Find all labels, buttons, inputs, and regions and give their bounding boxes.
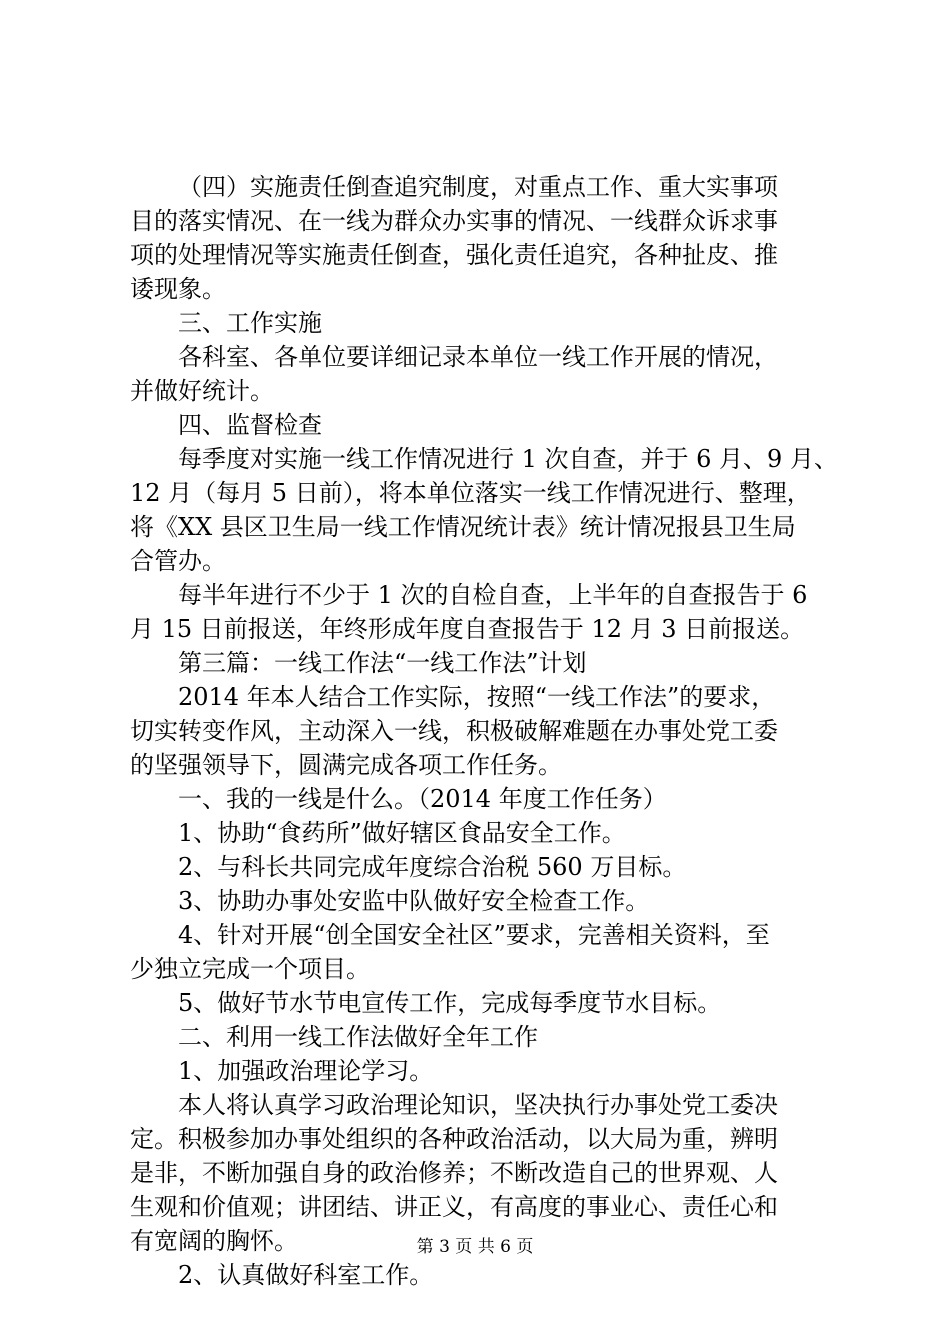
- text-line: 每季度对实施一线工作情况进行 1 次自查，并于 6 月、9 月、: [178, 445, 838, 473]
- text-line: 各科室、各单位要详细记录本单位一线工作开展的情况，: [178, 343, 778, 371]
- document-body: [130, 170, 840, 1292]
- text-line: 定。积极参加办事处组织的各种政治活动，以大局为重，辨明: [130, 1125, 778, 1153]
- text-line: 的坚强领导下，圆满完成各项工作任务。: [130, 751, 562, 779]
- text-line: 将《XX 县区卫生局一线工作情况统计表》统计情况报县卫生局: [130, 513, 796, 541]
- text-line: 诿现象。: [130, 275, 226, 303]
- page-footer: 第 3 页 共 6 页: [416, 1237, 534, 1257]
- text-line: 一、我的一线是什么。（2014 年度工作任务）: [178, 785, 667, 813]
- text-line: 2、认真做好科室工作。: [178, 1261, 434, 1289]
- text-line: 切实转变作风，主动深入一线，积极破解难题在办事处党工委: [130, 717, 778, 745]
- text-line: 四、监督检查: [178, 411, 322, 439]
- text-line: 有宽阔的胸怀。: [130, 1227, 298, 1255]
- text-line: （四）实施责任倒查追究制度，对重点工作、重大实事项: [178, 173, 778, 201]
- text-line: 二、利用一线工作法做好全年工作: [178, 1023, 538, 1051]
- text-line: 生观和价值观；讲团结、讲正义，有高度的事业心、责任心和: [130, 1193, 778, 1221]
- text-line: 每半年进行不少于 1 次的自检自查，上半年的自查报告于 6: [178, 581, 808, 609]
- text-line: 月 15 日前报送，年终形成年度自查报告于 12 月 3 日前报送。: [130, 615, 805, 643]
- text-line: 1、加强政治理论学习。: [178, 1057, 434, 1085]
- text-line: 项的处理情况等实施责任倒查，强化责任追究，各种扯皮、推: [130, 241, 778, 269]
- text-line: 12 月（每月 5 日前），将本单位落实一线工作情况进行、整理，: [130, 479, 811, 507]
- text-line: 本人将认真学习政治理论知识，坚决执行办事处党工委决: [178, 1091, 778, 1119]
- text-line: 三、工作实施: [178, 309, 322, 337]
- text-line: 合管办。: [130, 547, 226, 575]
- text-line: 2014 年本人结合工作实际，按照“一线工作法”的要求，: [178, 683, 776, 711]
- text-line: 第三篇：一线工作法“一线工作法”计划: [178, 649, 587, 677]
- text-line: 3、协助办事处安监中队做好安全检查工作。: [178, 887, 650, 915]
- text-line: 2、与科长共同完成年度综合治税 560 万目标。: [178, 853, 687, 881]
- text-line: 是非，不断加强自身的政治修养；不断改造自己的世界观、人: [130, 1159, 778, 1187]
- text-line: 5、做好节水节电宣传工作，完成每季度节水目标。: [178, 989, 722, 1017]
- text-line: 少独立完成一个项目。: [130, 955, 370, 983]
- text-line: 目的落实情况、在一线为群众办实事的情况、一线群众诉求事: [130, 207, 778, 235]
- text-line: 1、协助“食药所”做好辖区食品安全工作。: [178, 819, 626, 847]
- text-line: 4、针对开展“创全国安全社区”要求，完善相关资料，至: [178, 921, 770, 949]
- text-line: 并做好统计。: [130, 377, 274, 405]
